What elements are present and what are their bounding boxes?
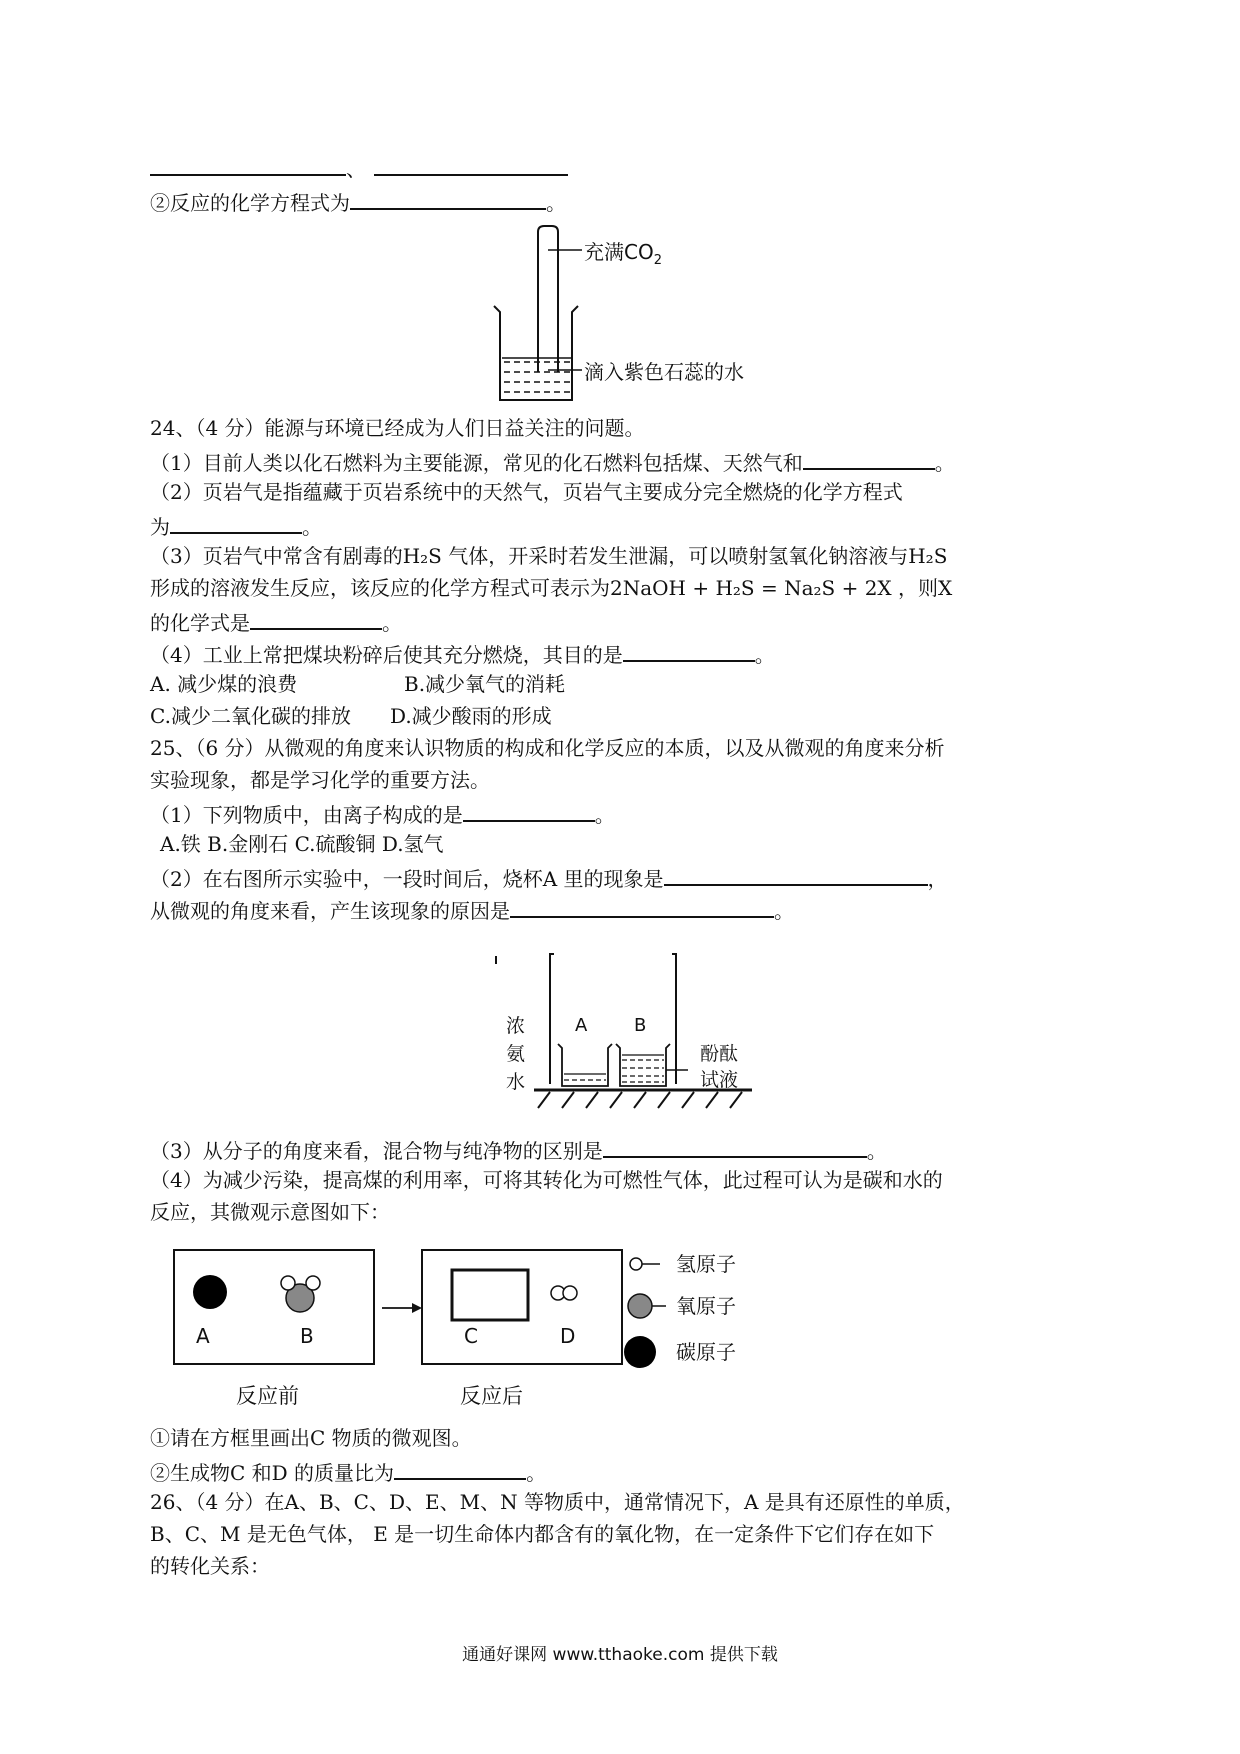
legend-oxygen-icon	[628, 1294, 652, 1318]
answer-blank[interactable]	[170, 510, 302, 534]
fig2-label-ammonia-2: 氨	[506, 1043, 526, 1065]
q25-part1: （1）下列物质中，由离子构成的是 。	[150, 798, 615, 829]
hydrogen-atom	[281, 1276, 295, 1290]
q25-heading-1: 25、（6 分）从微观的角度来认识物质的构成和化学反应的本质，以及从微观的角度来分析	[150, 736, 945, 760]
q24-part3a: （3）页岩气中常含有剧毒的H₂S 气体，开采时若发生泄漏，可以喷射氢氧化钠溶液与H₂S	[150, 544, 948, 568]
q26-line-2: B、C、M 是无色气体， E 是一切生命体内都含有的氧化物，在一定条件下它们存在如下	[150, 1522, 935, 1546]
q25-part1-options: A.铁 B.金刚石 C.硫酸铜 D.氢气	[160, 832, 444, 856]
fig2-label-phenol-1: 酚酞	[700, 1043, 739, 1065]
q24-part3c: 的化学式是 。	[150, 606, 402, 637]
q24-part1: （1）目前人类以化石燃料为主要能源，常见的化石燃料包括煤、天然气和 。	[150, 446, 955, 477]
answer-blank[interactable]	[664, 862, 928, 886]
answer-blank[interactable]	[803, 446, 935, 470]
caption-after: 反应后	[460, 1384, 523, 1408]
answer-blank[interactable]	[394, 1456, 526, 1480]
q23-equation-line: ②反应的化学方程式为 。	[150, 186, 566, 217]
answer-blank[interactable]	[150, 152, 346, 176]
carbon-atom-a	[193, 1275, 227, 1309]
q25-sub1: ①请在方框里画出C 物质的微观图。	[150, 1426, 472, 1450]
answer-blank[interactable]	[350, 186, 546, 210]
fig3-label-c: C	[464, 1324, 478, 1348]
fig3-label-b: B	[300, 1324, 314, 1348]
separator: 、	[346, 157, 366, 181]
q25-heading-2: 实验现象，都是学习化学的重要方法。	[150, 768, 490, 792]
q25-part4a: （4）为减少污染，提高煤的利用率，可将其转化为可燃性气体，此过程可认为是碳和水的	[150, 1168, 943, 1192]
answer-blank[interactable]	[623, 638, 755, 662]
q26-line-3: 的转化关系：	[150, 1554, 270, 1578]
page-footer: 通通好课网 www.tthaoke.com 提供下载	[462, 1645, 778, 1665]
q24-part4: （4）工业上常把煤块粉碎后使其充分燃烧，其目的是 。	[150, 638, 775, 669]
answer-blank[interactable]	[603, 1134, 867, 1158]
q24-heading: 24、（4 分）能源与环境已经成为人们日益关注的问题。	[150, 416, 645, 440]
q24-part2a: （2）页岩气是指蕴藏于页岩系统中的天然气，页岩气主要成分完全燃烧的化学方程式	[150, 480, 903, 504]
q25-part2b: 从微观的角度来看，产生该现象的原因是 。	[150, 894, 794, 925]
ammonia-diffusion-figure	[490, 944, 760, 1124]
fig3-label-d: D	[560, 1324, 576, 1348]
q24-part2b: 为 。	[150, 510, 322, 541]
answer-blank[interactable]	[374, 152, 568, 176]
legend-carbon-icon	[624, 1336, 656, 1368]
answer-blank[interactable]	[463, 798, 595, 822]
answer-blank[interactable]	[250, 606, 382, 630]
legend-hydrogen-icon	[630, 1258, 642, 1270]
q24-option-a: A. 减少煤的浪费	[150, 672, 298, 696]
q24-option-d: D.减少酸雨的形成	[390, 704, 552, 728]
q23-blanks-line	[150, 152, 568, 183]
caption-before: 反应前	[236, 1384, 299, 1408]
legend-carbon-label: 碳原子	[676, 1340, 736, 1364]
fig2-label-phenol-2: 试液	[700, 1069, 739, 1091]
legend-oxygen-label: 氧原子	[676, 1294, 736, 1318]
answer-blank[interactable]	[510, 894, 774, 918]
answer-drawing-box[interactable]	[452, 1270, 528, 1320]
q24-part3b: 形成的溶液发生反应，该反应的化学方程式可表示为2NaOH + H₂S = Na₂S + 2X ，则X	[150, 576, 953, 600]
fig2-label-beaker-a: A	[575, 1015, 588, 1036]
q25-part4b: 反应，其微观示意图如下：	[150, 1200, 390, 1224]
fig2-label-ammonia-3: 水	[506, 1071, 526, 1093]
q25-part2a: （2）在右图所示实验中，一段时间后，烧杯A 里的现象是 ，	[150, 862, 948, 893]
fig1-label-water: 滴入紫色石蕊的水	[584, 360, 744, 384]
fig2-label-ammonia-1: 浓	[506, 1015, 526, 1037]
hydrogen-atom	[306, 1276, 320, 1290]
legend-hydrogen-label: 氢原子	[676, 1252, 736, 1276]
q24-option-b: B.减少氧气的消耗	[404, 672, 566, 696]
q25-sub2: ②生成物C 和D 的质量比为 。	[150, 1456, 546, 1487]
q26-line-1: 26、（4 分）在A、B、C、D、E、M、N 等物质中，通常情况下，A 是具有还原性的单质，	[150, 1490, 965, 1514]
fig1-label-co2: 充满$CO_2$	[584, 240, 662, 268]
fig2-label-beaker-b: B	[634, 1015, 647, 1036]
fig3-label-a: A	[196, 1324, 210, 1348]
q25-part3: （3）从分子的角度来看，混合物与纯净物的区别是 。	[150, 1134, 887, 1165]
q24-option-c: C.减少二氧化碳的排放	[150, 704, 351, 728]
